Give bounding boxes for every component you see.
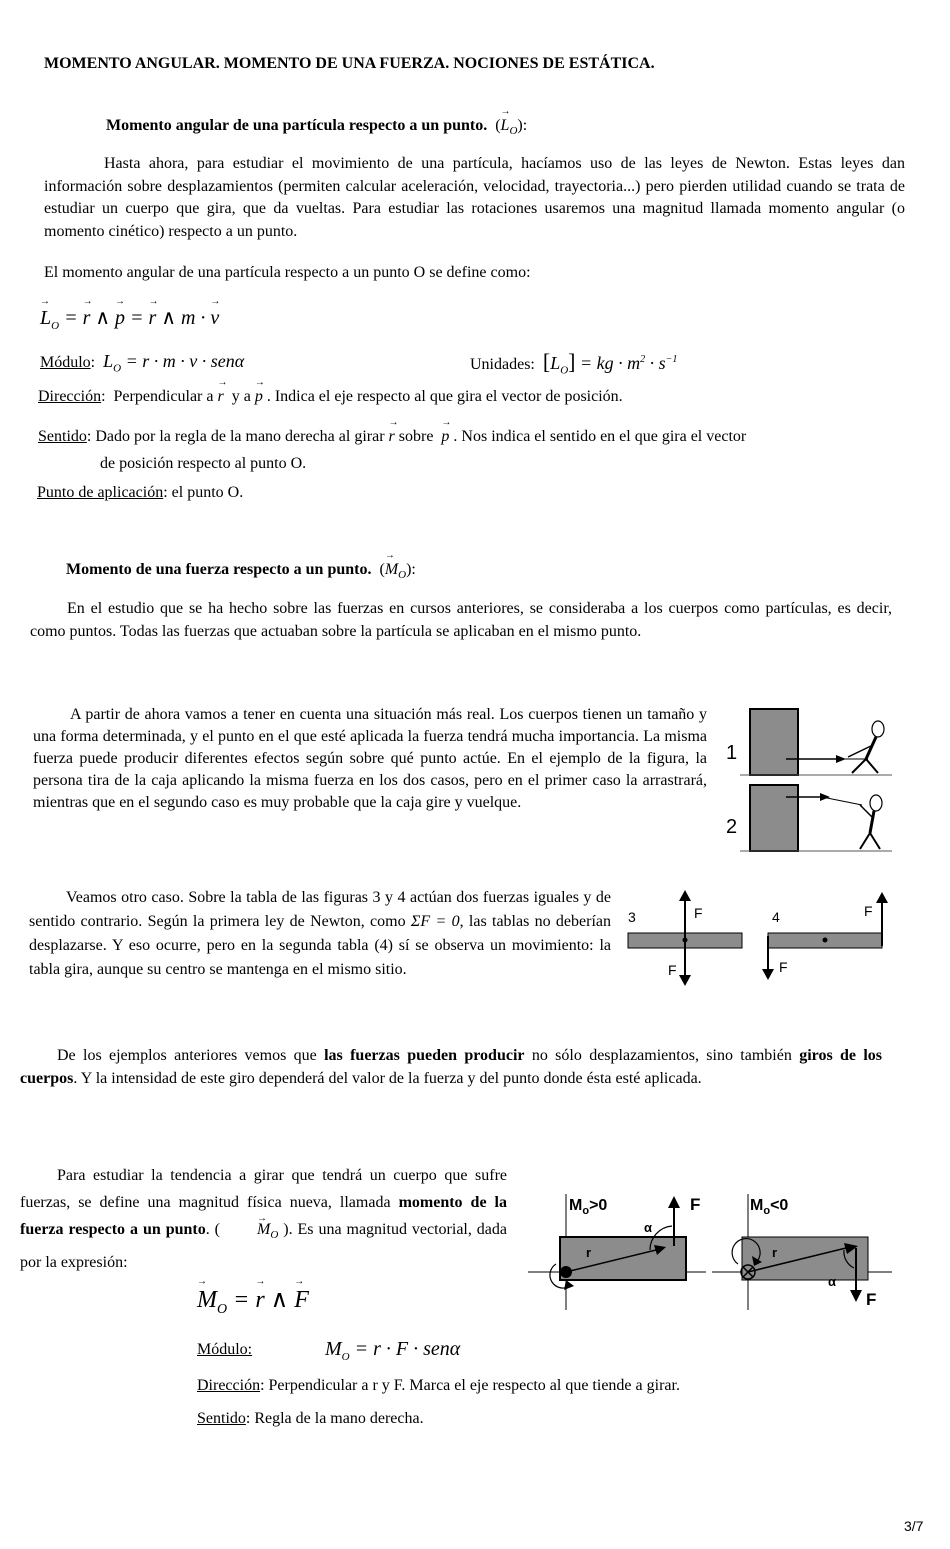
section2-para4: De los ejemplos anteriores vemos que las fuerzas pueden producir no sólo desplazamientos, sino también giros de los cuerpos. Y la intensidad de este giro dependerá del valor de la fuerza y del punto donde ésta esté aplicada. [20,1047,883,1087]
f-label-4a: F [864,903,873,919]
section2-heading-symbol: (→ $M_O$): [375,561,415,578]
section2-para3: Veamos otro caso. Sobre la tabla de las figuras 3 y 4 actúan dos fuerzas iguales y de sentido contrario. Según la primera ley de Newton, como ΣF = 0, las tablas no deberían desplazarse. Y eso ocurre, pero en la segunda tabla (4) sí se observa un movimiento: la tabla gira, aunque su centro se mantenga en el mismo sitio. [29,889,612,978]
sum-forces-eq: ΣF = 0 [410,913,460,930]
page-title: MOMENTO ANGULAR. MOMENTO DE UNA FUERZA. NOCIONES DE ESTÁTICA. [44,55,655,72]
person-1 [872,721,884,737]
section1-definition: El momento angular de una partícula respecto a un punto O se define como: [44,264,531,281]
section2-para5: Para estudiar la tendencia a girar que tendrá un cuerpo que sufre fuerzas, se define una magnitud física nueva, llamada momento de la fuerza respecto a un punto. (→ $M_O$ ). Es una magnitud vectorial, dada por la expresión: [20,1162,507,1276]
section2-para1: En el estudio que se ha hecho sobre las fuerzas en cursos anteriores, se consideraba a los cuerpos como partículas, es decir, como puntos. Todas las fuerzas que actuaban sobre la partícula se aplicaban en el mismo punto. [30,600,892,640]
sentido-line: Sentido: Dado por la regla de la mano derecha al girar → r sobre → p . Nos indica el sentido en el que gira el vector [38,428,746,446]
force-up-4 [876,892,888,903]
force-left [668,1196,680,1208]
torque-sentido-line: Sentido: Regla de la mano derecha. [197,1410,424,1427]
force-down-4 [762,969,774,980]
f-label-right: F [866,1290,877,1309]
direccion-line: Dirección: Perpendicular a → r y a → p . Indica el eje respecto al que gira el vector de posición. [38,388,623,406]
units-label: Unidades: [470,356,535,373]
page-number: 3/7 [904,1518,924,1534]
angular-momentum-formula: → $L_O$ = → r ∧ → p = → r ∧ m · → v [40,305,219,332]
svg-text:r: r [586,1245,592,1260]
svg-text:α: α [644,1220,652,1235]
section2-para2: A partir de ahora vamos a tener en cuenta una situación más real. Los cuerpos tienen un tamaño y una forma determinada, y el punto en el que esté aplicada la fuerza tendrá mucha importancia. La misma fuerza puede producir diferentes efectos según sobre qué punto actúe. En el ejemplo de la figura, la persona tira de la caja aplicando la misma fuerza en los dos casos, pero en el primer caso la arrastrará, mientras que en el segundo caso es muy probable que la caja gire y vuelque. [33,706,707,811]
punto-aplicacion-line: Punto de aplicación: el punto O. [37,484,244,501]
f-label-left: F [690,1195,701,1214]
modulo-line: Módulo: $L_O = r \cdot m \cdot v \cdot sen\alpha$ [40,351,245,375]
f-label-3a: F [694,905,703,921]
sentido-line-2: de posición respecto al punto O. [100,455,307,472]
units-line [470,349,677,377]
svg-text:r: r [772,1245,778,1260]
force-up-3 [679,890,691,901]
figure-torque [526,1190,894,1312]
units-formula: $[L_O]$ = kg · $m^2 \cdot s^{-1}$ [542,349,678,377]
torque-formula: → $M_O$ = → r ∧ → F [197,1285,309,1318]
section2-heading-text: Momento de una fuerza respecto a un punto. [66,561,372,578]
torque-neg-label: $M_o<0$ [750,1197,789,1217]
force-down-3 [679,975,691,986]
fig-label-2: 2 [726,816,738,838]
fig-label-3: 3 [628,909,636,925]
section1-intro: Hasta ahora, para estudiar el movimiento de una partícula, hacíamos uso de las leyes de Newton. Estas leyes dan información sobre desplazamientos (permiten calcular aceleración, velocidad, trayectoria...) pero pierden utilidad cuando se trata de estudiar un cuerpo que gira, que da vueltas. Para estudiar las rotaciones usaremos una magnitud llamada momento angular (o momento cinético) respecto a un punto. [44,155,905,240]
fig-label-4: 4 [772,909,780,925]
torque-modulo-formula: $M_O = r \cdot F \cdot sen\alpha$ [325,1338,461,1363]
fig-label-1: 1 [726,742,738,764]
torque-modulo-line: Módulo: $M_O = r \cdot F \cdot sen\alpha$ [197,1338,461,1363]
svg-text:α: α [828,1274,836,1289]
torque-direccion-line: Dirección: Perpendicular a r y F. Marca el eje respecto al que tiende a girar. [197,1377,680,1394]
section2-heading [66,561,416,581]
force-right [850,1290,862,1302]
f-label-3b: F [668,962,677,978]
torque-pos-label: $M_o>0$ [569,1197,608,1217]
f-label-4b: F [779,959,788,975]
section1-heading-symbol: (→ $L_O$): [491,117,527,134]
figure-boards [622,886,894,990]
section1-heading [106,117,527,137]
section1-heading-text: Momento angular de una partícula respecto a un punto. [106,117,488,134]
modulo-label: Módulo [40,354,91,371]
figure-box-pull [720,703,895,855]
modulo-formula: $L_O = r \cdot m \cdot v \cdot sen\alpha$ [103,351,245,375]
box-1 [750,709,798,775]
box-2 [750,785,798,851]
person-2 [870,795,882,811]
